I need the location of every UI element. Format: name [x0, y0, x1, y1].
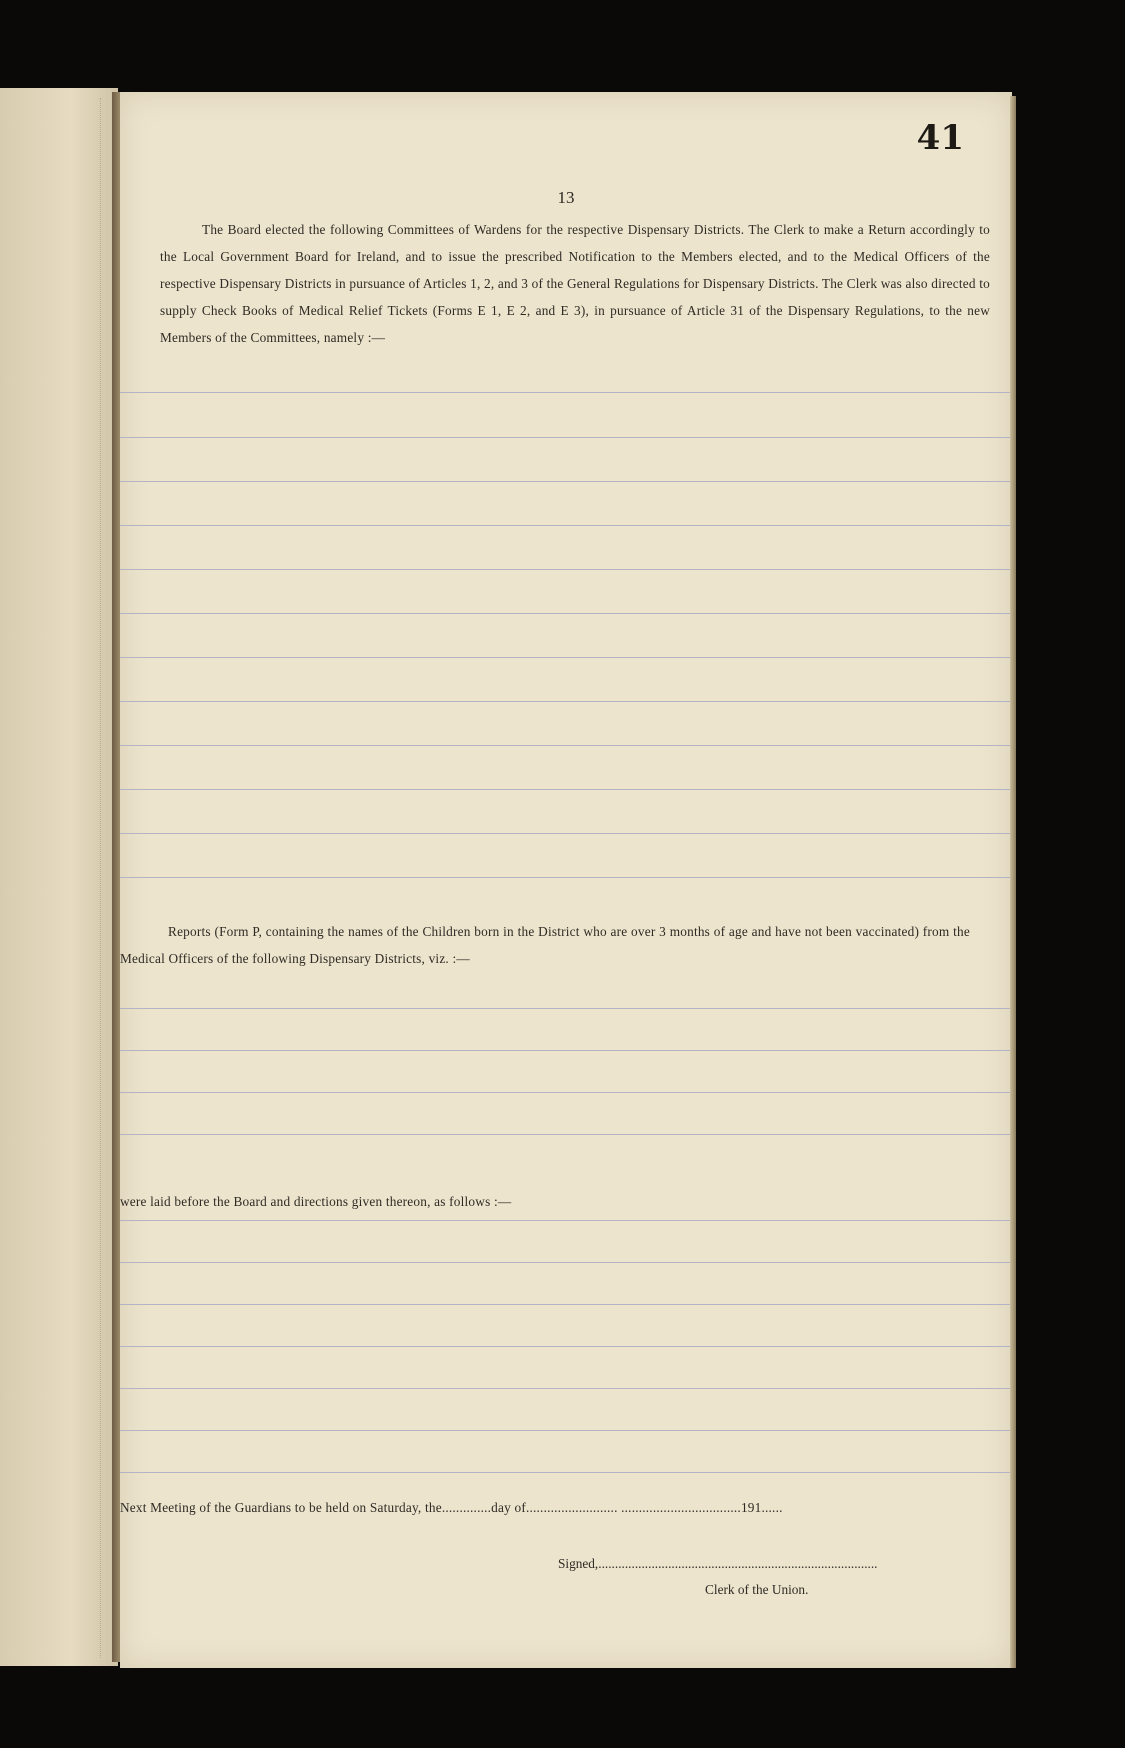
clerk-title: Clerk of the Union. [705, 1582, 809, 1597]
ruled-line [120, 1430, 1012, 1431]
ruled-line [120, 569, 1012, 570]
left-facing-page [0, 88, 118, 1666]
gutter-fold-line [100, 98, 102, 1658]
next-meeting-line: Next Meeting of the Guardians to be held on Saturday, the..............day of.......................... ..................................191...... [120, 1500, 783, 1515]
folio-number: 41 [916, 118, 964, 158]
ruled-line [120, 1388, 1012, 1389]
ruled-line [120, 1050, 1012, 1051]
signature-line: Signed,.................................................................................... [558, 1556, 878, 1571]
ruled-line [120, 613, 1012, 614]
ruled-line [120, 437, 1012, 438]
ruled-line [120, 1262, 1012, 1263]
ruled-line [120, 1304, 1012, 1305]
ruled-line [120, 745, 1012, 746]
ruled-line [120, 877, 1012, 878]
ruled-line [120, 481, 1012, 482]
ruled-line [120, 657, 1012, 658]
ruled-line [120, 1134, 1012, 1135]
ruled-line [120, 1092, 1012, 1093]
ruled-line [120, 789, 1012, 790]
page-number: 13 [557, 188, 575, 207]
ruled-line [120, 525, 1012, 526]
ledger-page [120, 92, 1012, 1668]
ruled-line [120, 1472, 1012, 1473]
ruled-line [120, 1008, 1012, 1009]
ruled-line [120, 1220, 1012, 1221]
laid-before-paragraph: were laid before the Board and directions given thereon, as follows :— [120, 1194, 512, 1209]
ruled-line [120, 833, 1012, 834]
committees-paragraph: The Board elected the following Committees of Wardens for the respective Dispensary Districts. The Clerk to make a Return accordingly to the Local Government Board for Ireland, and to issue the prescribed Notification to the Members elected, and to the Medical Officers of the respective Dispensary Districts in pursuance of Articles 1, 2, and 3 of the General Regulations for Dispensary Districts. The Clerk was also directed to supply Check Books of Medical Relief Tickets (Forms E 1, E 2, and E 3), in pursuance of Article 31 of the Dispensary Regulations, to the new Members of the Committees, namely :— [160, 222, 990, 345]
ruled-line [120, 701, 1012, 702]
ruled-line [120, 392, 1012, 393]
ruled-line [120, 1346, 1012, 1347]
reports-paragraph: Reports (Form P, containing the names of the Children born in the District who are over 3 months of age and have not been vaccinated) from the Medical Officers of the following Dispensary Districts, viz. :— [120, 924, 970, 966]
page-edge-shadow [1010, 96, 1016, 1668]
